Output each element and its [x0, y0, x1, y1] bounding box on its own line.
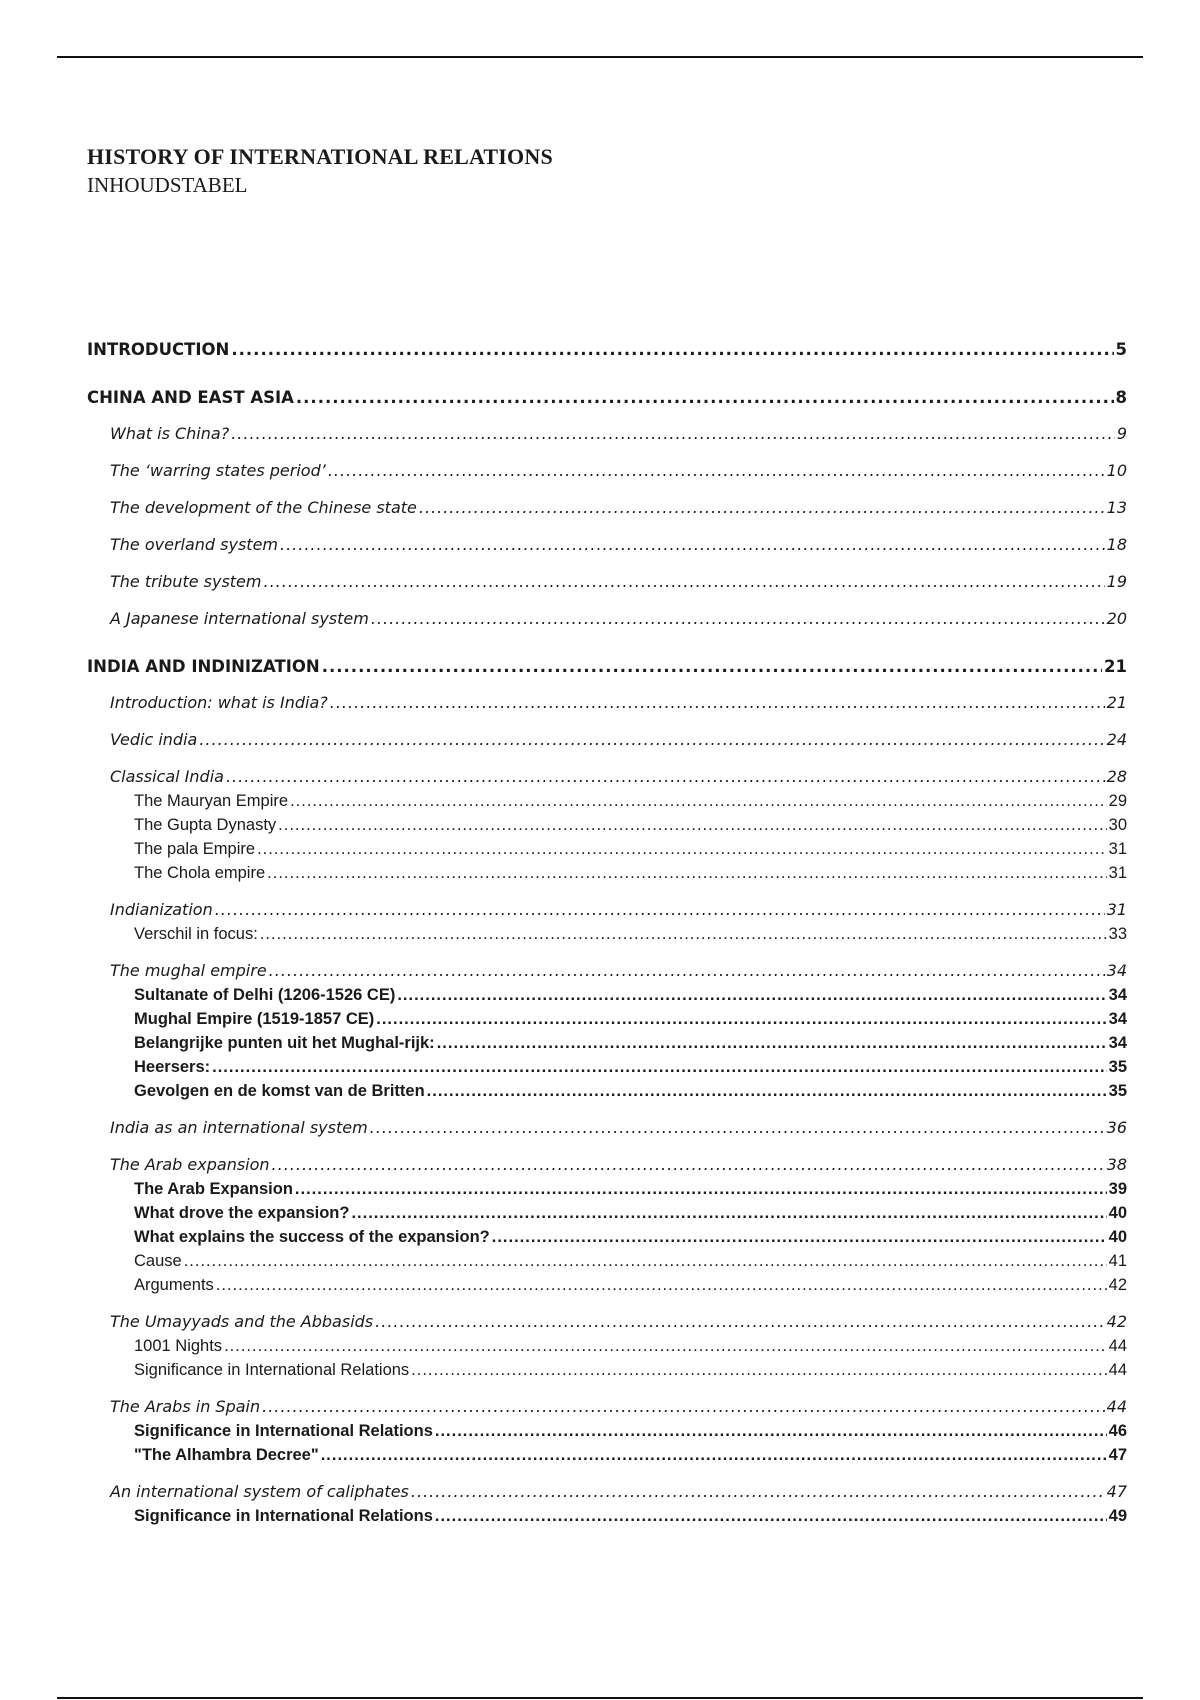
toc-entry-page: 34: [1108, 1010, 1127, 1028]
table-of-contents: [87, 338, 1127, 1528]
toc-entry[interactable]: [87, 959, 1127, 983]
toc-entry-label: Arguments: [134, 1276, 214, 1294]
toc-entry[interactable]: [87, 655, 1127, 679]
toc-entry-label: Indianization: [110, 900, 213, 919]
toc-entry[interactable]: [87, 1273, 1127, 1297]
toc-entry-page: 28: [1106, 767, 1127, 786]
toc-entry[interactable]: [87, 1504, 1127, 1528]
toc-entry[interactable]: [87, 837, 1127, 861]
toc-entry-page: 9: [1116, 424, 1127, 443]
dot-leader: [371, 607, 1105, 631]
dot-leader: [296, 386, 1114, 410]
toc-entry[interactable]: [87, 983, 1127, 1007]
toc-entry[interactable]: [87, 922, 1127, 946]
toc-entry-page: 5: [1115, 340, 1127, 359]
toc-entry-label: Classical India: [110, 767, 224, 786]
toc-entry-page: 46: [1108, 1422, 1127, 1440]
toc-entry[interactable]: [87, 1480, 1127, 1504]
dot-leader: [437, 1031, 1107, 1055]
toc-entry[interactable]: [87, 1177, 1127, 1201]
toc-entry-label: India as an international system: [110, 1118, 368, 1137]
toc-entry[interactable]: [87, 386, 1127, 410]
toc-entry-label: The pala Empire: [134, 840, 256, 858]
toc-entry-label: "The Alhambra Decree": [134, 1446, 319, 1464]
toc-entry-page: 33: [1108, 925, 1127, 943]
toc-entry[interactable]: [87, 813, 1127, 837]
toc-entry-page: 30: [1108, 816, 1127, 834]
document-title: HISTORY OF INTERNATIONAL RELATIONS: [87, 144, 553, 169]
toc-entry-page: 29: [1108, 792, 1127, 810]
toc-entry[interactable]: [87, 338, 1127, 362]
toc-entry[interactable]: [87, 765, 1127, 789]
dot-leader: [419, 496, 1105, 520]
toc-entry-page: 38: [1106, 1155, 1127, 1174]
dot-leader: [330, 691, 1105, 715]
toc-entry-label: The Arab expansion: [110, 1155, 270, 1174]
dot-leader: [351, 1201, 1106, 1225]
toc-entry[interactable]: [87, 1334, 1127, 1358]
toc-entry-page: 10: [1106, 461, 1127, 480]
toc-entry-label: Significance in International Relations: [134, 1507, 433, 1525]
toc-entry[interactable]: [87, 1201, 1127, 1225]
toc-entry-page: 39: [1108, 1180, 1127, 1198]
toc-entry[interactable]: [87, 496, 1127, 520]
dot-leader: [216, 1273, 1107, 1297]
dot-leader: [184, 1249, 1107, 1273]
dot-leader: [267, 861, 1106, 885]
toc-entry[interactable]: [87, 1079, 1127, 1103]
title-block: [87, 143, 553, 199]
toc-entry-label: CHINA AND EAST ASIA: [87, 388, 294, 407]
dot-leader: [290, 789, 1107, 813]
toc-entry-page: 47: [1108, 1446, 1127, 1464]
toc-entry-page: 44: [1108, 1361, 1127, 1379]
dot-leader: [322, 655, 1102, 679]
toc-entry-page: 44: [1106, 1397, 1127, 1416]
toc-entry-page: 31: [1106, 900, 1127, 919]
toc-entry[interactable]: [87, 1358, 1127, 1382]
toc-entry-label: What drove the expansion?: [134, 1204, 350, 1222]
toc-entry-label: The ‘warring states period’: [110, 461, 326, 480]
toc-entry-label: What explains the success of the expansion?: [134, 1228, 490, 1246]
dot-leader: [224, 1334, 1107, 1358]
toc-entry-label: Sultanate of Delhi (1206-1526 CE): [134, 986, 396, 1004]
toc-entry[interactable]: [87, 789, 1127, 813]
toc-entry-page: 31: [1108, 864, 1127, 882]
dot-leader: [260, 922, 1107, 946]
dot-leader: [212, 1055, 1107, 1079]
dot-leader: [278, 813, 1106, 837]
dot-leader: [435, 1504, 1107, 1528]
toc-entry-page: 20: [1106, 609, 1127, 628]
toc-entry-page: 42: [1106, 1312, 1127, 1331]
toc-entry-label: Heersers:: [134, 1058, 211, 1076]
toc-entry-page: 35: [1108, 1082, 1127, 1100]
dot-leader: [411, 1480, 1105, 1504]
toc-entry-page: 18: [1106, 535, 1127, 554]
dot-leader: [397, 983, 1106, 1007]
toc-entry-page: 40: [1108, 1204, 1127, 1222]
toc-entry-label: 1001 Nights: [134, 1337, 223, 1355]
toc-entry-label: A Japanese international system: [110, 609, 369, 628]
toc-entry-label: The development of the Chinese state: [110, 498, 417, 517]
toc-entry-label: What is China?: [110, 424, 230, 443]
toc-entry-label: Gevolgen en de komst van de Britten: [134, 1082, 425, 1100]
toc-entry[interactable]: [87, 1007, 1127, 1031]
toc-entry-label: INTRODUCTION: [87, 340, 230, 359]
toc-entry-page: 40: [1108, 1228, 1127, 1246]
document-subtitle: INHOUDSTABEL: [87, 173, 248, 197]
toc-entry-label: The tribute system: [110, 572, 262, 591]
toc-entry-label: Verschil in focus:: [134, 925, 258, 943]
dot-leader: [231, 422, 1115, 446]
toc-entry-page: 47: [1106, 1482, 1127, 1501]
toc-entry-label: Introduction: what is India?: [110, 693, 328, 712]
toc-entry[interactable]: [87, 728, 1127, 752]
dot-leader: [492, 1225, 1107, 1249]
dot-leader: [231, 338, 1113, 362]
toc-entry-label: Mughal Empire (1519-1857 CE): [134, 1010, 375, 1028]
toc-entry[interactable]: [87, 1395, 1127, 1419]
toc-entry-label: Cause: [134, 1252, 182, 1270]
toc-entry-page: 42: [1108, 1276, 1127, 1294]
dot-leader: [328, 459, 1105, 483]
toc-entry-page: 21: [1104, 657, 1127, 676]
dot-leader: [280, 533, 1105, 557]
toc-entry-label: Belangrijke punten uit het Mughal-rijk:: [134, 1034, 435, 1052]
toc-entry-page: 34: [1108, 986, 1127, 1004]
toc-entry-page: 41: [1108, 1252, 1127, 1270]
dot-leader: [272, 1153, 1105, 1177]
toc-entry-label: Vedic india: [110, 730, 198, 749]
toc-entry[interactable]: [87, 1225, 1127, 1249]
toc-entry[interactable]: [87, 1310, 1127, 1334]
bottom-rule: [57, 1697, 1143, 1699]
toc-entry[interactable]: [87, 1419, 1127, 1443]
toc-entry[interactable]: [87, 1153, 1127, 1177]
dot-leader: [295, 1177, 1107, 1201]
toc-entry[interactable]: [87, 459, 1127, 483]
toc-entry-label: The Gupta Dynasty: [134, 816, 277, 834]
toc-entry-label: The overland system: [110, 535, 278, 554]
toc-entry[interactable]: [87, 691, 1127, 715]
toc-entry-label: The mughal empire: [110, 961, 267, 980]
dot-leader: [262, 1395, 1105, 1419]
toc-entry-page: 19: [1106, 572, 1127, 591]
dot-leader: [435, 1419, 1107, 1443]
toc-entry-page: 31: [1108, 840, 1127, 858]
toc-entry-page: 44: [1108, 1337, 1127, 1355]
dot-leader: [375, 1310, 1105, 1334]
toc-entry[interactable]: [87, 1055, 1127, 1079]
dot-leader: [263, 570, 1104, 594]
toc-entry[interactable]: [87, 1443, 1127, 1467]
toc-entry-label: An international system of caliphates: [110, 1482, 409, 1501]
toc-entry-page: 13: [1106, 498, 1127, 517]
toc-entry[interactable]: [87, 1116, 1127, 1140]
dot-leader: [226, 765, 1105, 789]
toc-entry-label: The Mauryan Empire: [134, 792, 289, 810]
dot-leader: [269, 959, 1105, 983]
toc-entry[interactable]: [87, 861, 1127, 885]
dot-leader: [215, 898, 1105, 922]
toc-entry[interactable]: [87, 533, 1127, 557]
toc-entry-label: The Arab Expansion: [134, 1180, 293, 1198]
toc-entry[interactable]: [87, 1249, 1127, 1273]
toc-entry[interactable]: [87, 898, 1127, 922]
toc-entry[interactable]: [87, 607, 1127, 631]
toc-entry[interactable]: [87, 570, 1127, 594]
toc-entry-label: Significance in International Relations: [134, 1422, 433, 1440]
toc-entry-page: 21: [1106, 693, 1127, 712]
toc-entry-page: 35: [1108, 1058, 1127, 1076]
dot-leader: [321, 1443, 1107, 1467]
toc-entry-page: 8: [1115, 388, 1127, 407]
dot-leader: [411, 1358, 1106, 1382]
toc-entry-page: 24: [1106, 730, 1127, 749]
toc-entry-page: 34: [1108, 1034, 1127, 1052]
top-rule: [57, 56, 1143, 58]
toc-entry[interactable]: [87, 1031, 1127, 1055]
dot-leader: [370, 1116, 1105, 1140]
dot-leader: [427, 1079, 1107, 1103]
toc-entry-page: 34: [1106, 961, 1127, 980]
toc-entry-label: The Chola empire: [134, 864, 266, 882]
toc-entry-label: The Arabs in Spain: [110, 1397, 261, 1416]
dot-leader: [257, 837, 1107, 861]
toc-entry-page: 36: [1106, 1118, 1127, 1137]
toc-entry-label: The Umayyads and the Abbasids: [110, 1312, 374, 1331]
toc-entry-page: 49: [1108, 1507, 1127, 1525]
dot-leader: [376, 1007, 1106, 1031]
toc-entry[interactable]: [87, 422, 1127, 446]
toc-entry-label: INDIA AND INDINIZATION: [87, 657, 320, 676]
dot-leader: [199, 728, 1104, 752]
toc-entry-label: Significance in International Relations: [134, 1361, 410, 1379]
